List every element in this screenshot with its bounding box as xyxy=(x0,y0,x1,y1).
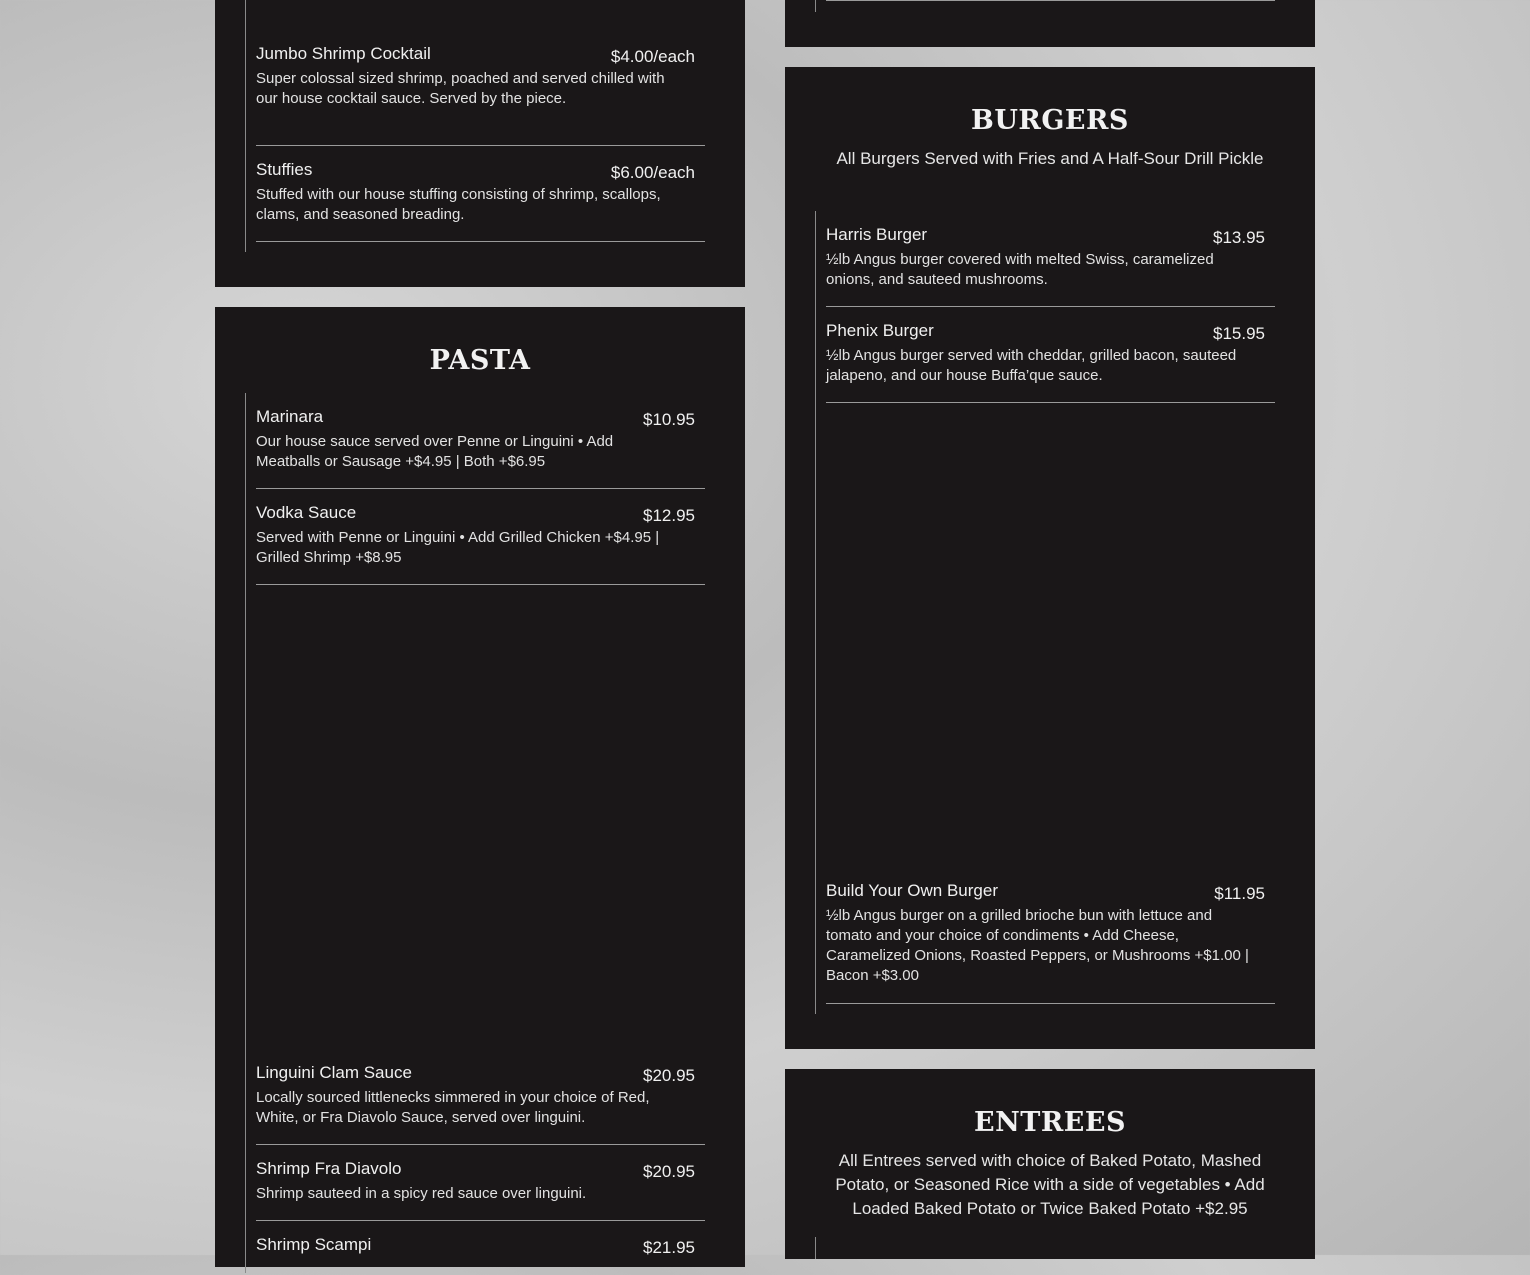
section-subtitle: All Entrees served with choice of Baked Potato, Mashed Potato, or Seasoned Rice with a side of vegetables • Add Loaded Baked Potato or Twice Baked Potato +$2.95 xyxy=(835,1151,1265,1218)
menu-item-description: Locally sourced littlenecks simmered in your choice of Red, White, or Fra Diavolo Sauce, served over linguini. xyxy=(256,1089,650,1126)
item-divider xyxy=(256,584,705,585)
menu-item xyxy=(256,1063,705,1145)
section-vertical-rule xyxy=(815,211,816,1014)
section-title: ENTREES xyxy=(974,1107,1126,1138)
item-divider xyxy=(256,1220,705,1221)
menu-item xyxy=(256,160,705,242)
menu-item-price: $21.95 xyxy=(643,1238,695,1257)
menu-item-description: Stuffed with our house stuffing consisting of shrimp, scallops, clams, and seasoned breading. xyxy=(256,186,661,223)
section-subtitle: All Burgers Served with Fries and A Half-Sour Drill Pickle xyxy=(836,149,1264,168)
menu-panel-entrees xyxy=(785,1069,1315,1259)
item-divider xyxy=(256,1144,705,1145)
menu-item-price: $4.00/each xyxy=(610,47,695,66)
menu-item xyxy=(826,225,1275,307)
menu-item-price: $12.95 xyxy=(643,506,695,525)
item-divider xyxy=(826,402,1275,403)
menu-item xyxy=(256,1235,705,1275)
menu-item-price: $6.00/each xyxy=(610,163,695,182)
item-divider xyxy=(256,241,705,242)
menu-item-name: Marinara xyxy=(256,407,324,426)
section-title: BURGERS xyxy=(971,105,1129,136)
menu-panel-right-continued xyxy=(785,0,1315,47)
section-vertical-rule xyxy=(245,0,246,252)
section-vertical-rule xyxy=(245,393,246,1273)
menu-item-name: Shrimp Scampi xyxy=(256,1235,372,1254)
menu-item-name: Vodka Sauce xyxy=(256,503,357,522)
item-divider xyxy=(826,0,1275,1)
menu-item-price: $11.95 xyxy=(1214,884,1265,903)
menu-item-description: Shrimp sauteed in a spicy red sauce over linguini. xyxy=(256,1185,587,1202)
menu-item xyxy=(826,881,1275,1004)
menu-item-description: Our house sauce served over Penne or Linguini • Add Meatballs or Sausage +$4.95 | Both +$6.95 xyxy=(256,433,614,470)
menu-item-description: Super colossal sized shrimp, poached and served chilled with our house cocktail sauce. Served by the piece. xyxy=(256,70,665,107)
menu-item-description: ½lb Angus burger on a grilled brioche bun with lettuce and tomato and your choice of condiments • Add Cheese, Caramelized Onions, Roasted Peppers, or Mushrooms +$1.00 | Bacon +$3.00 xyxy=(826,907,1249,984)
menu-item-name: Shrimp Fra Diavolo xyxy=(256,1159,402,1178)
menu-item xyxy=(256,1159,705,1221)
section-vertical-rule xyxy=(815,1237,816,1259)
item-divider xyxy=(256,488,705,489)
menu-item-price: $20.95 xyxy=(643,1162,695,1181)
item-divider xyxy=(256,145,705,146)
menu-item-name: Jumbo Shrimp Cocktail xyxy=(256,44,431,63)
menu-item-description: Served with Penne or Linguini • Add Grilled Chicken +$4.95 | Grilled Shrimp +$8.95 xyxy=(256,529,660,566)
menu-item xyxy=(256,44,705,146)
item-divider xyxy=(826,306,1275,307)
menu-item-price: $20.95 xyxy=(643,1066,695,1085)
menu-panel-pasta xyxy=(215,307,745,1267)
menu-item-description: ½lb Angus burger served with cheddar, grilled bacon, sauteed jalapeno, and our house Buffa’que sauce. xyxy=(826,347,1237,384)
menu-item-name: Linguini Clam Sauce xyxy=(256,1063,412,1082)
menu-item xyxy=(256,407,705,489)
item-divider xyxy=(826,1003,1275,1004)
menu-item-name: Phenix Burger xyxy=(826,321,934,340)
menu-item-name: Build Your Own Burger xyxy=(826,881,998,900)
menu-item-name: Stuffies xyxy=(256,160,313,179)
menu-item xyxy=(826,321,1275,403)
menu-item xyxy=(256,503,705,585)
menu-item-name: Harris Burger xyxy=(826,225,928,244)
section-title: PASTA xyxy=(429,345,531,376)
section-vertical-rule xyxy=(815,0,816,12)
menu-item-price: $13.95 xyxy=(1213,228,1265,247)
menu-item-price: $10.95 xyxy=(643,410,695,429)
menu-item-price: $15.95 xyxy=(1213,324,1265,343)
menu-panel-seafood-continued xyxy=(215,0,745,287)
menu-item-description: ½lb Angus burger covered with melted Swiss, caramelized onions, and sauteed mushrooms. xyxy=(826,251,1214,288)
menu-panel-burgers xyxy=(785,67,1315,1049)
